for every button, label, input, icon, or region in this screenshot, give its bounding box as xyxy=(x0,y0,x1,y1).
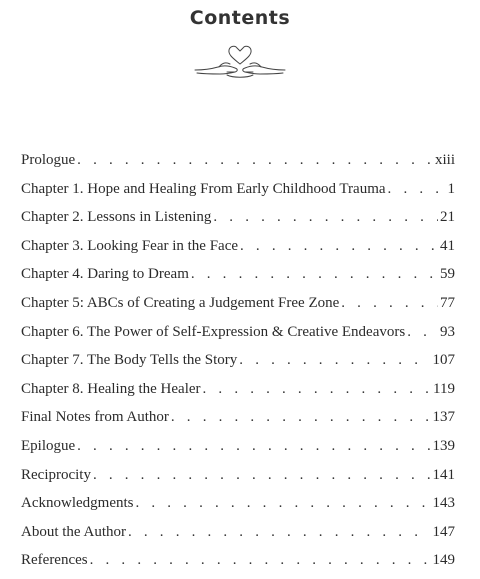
toc-entry-page: 147 xyxy=(432,523,455,540)
toc-entry[interactable] xyxy=(21,207,455,236)
table-of-contents xyxy=(21,150,455,579)
dot-leader xyxy=(203,379,432,399)
dot-leader xyxy=(341,293,438,313)
dot-leader xyxy=(213,207,438,227)
toc-entry[interactable] xyxy=(21,407,455,436)
toc-entry-title: Epilogue xyxy=(21,437,76,454)
toc-entry-title: Acknowledgments xyxy=(21,495,134,512)
toc-entry-title: Chapter 7. The Body Tells the Story xyxy=(21,352,238,369)
toc-entry[interactable] xyxy=(21,522,455,551)
toc-entry-page: 141 xyxy=(432,466,455,483)
dot-leader xyxy=(135,493,430,513)
toc-entry[interactable] xyxy=(21,236,455,265)
toc-entry-page: 139 xyxy=(432,437,455,454)
dot-leader xyxy=(77,436,430,456)
toc-entry-page: 21 xyxy=(440,209,455,226)
toc-entry-page: 41 xyxy=(440,237,455,254)
toc-entry-title: Chapter 4. Daring to Dream xyxy=(21,266,189,283)
dot-leader xyxy=(128,522,431,542)
dot-leader xyxy=(77,150,433,170)
dot-leader xyxy=(240,236,438,256)
toc-entry-title: About the Author xyxy=(21,523,126,540)
toc-entry-title: Chapter 6. The Power of Self-Expression & Creative Endeavors xyxy=(21,323,406,340)
toc-entry-page: xiii xyxy=(434,152,455,168)
toc-entry-page: 137 xyxy=(432,409,455,426)
toc-entry-title: Prologue xyxy=(21,152,76,168)
toc-entry[interactable] xyxy=(21,379,455,408)
page-title: Contents xyxy=(189,7,291,29)
dot-leader xyxy=(93,465,431,485)
toc-entry[interactable] xyxy=(21,150,455,179)
toc-entry[interactable] xyxy=(21,550,455,579)
toc-entry[interactable] xyxy=(21,264,455,293)
toc-entry-page: 1 xyxy=(447,180,455,197)
toc-entry[interactable] xyxy=(21,465,455,494)
dot-leader xyxy=(90,550,431,570)
toc-entry[interactable] xyxy=(21,350,455,379)
toc-entry-page: 107 xyxy=(432,352,455,369)
toc-entry-page: 59 xyxy=(440,266,455,283)
toc-entry-title: References xyxy=(21,552,88,569)
toc-entry[interactable] xyxy=(21,322,455,351)
toc-entry[interactable] xyxy=(21,493,455,522)
toc-entry-page: 93 xyxy=(440,323,455,340)
dot-leader xyxy=(191,264,438,284)
toc-entry[interactable] xyxy=(21,436,455,465)
toc-entry-title: Reciprocity xyxy=(21,466,91,483)
toc-entry-title: Chapter 3. Looking Fear in the Face xyxy=(21,237,239,254)
dot-leader xyxy=(407,322,438,342)
toc-entry-title: Chapter 1. Hope and Healing From Early Childhood Trauma xyxy=(21,180,386,197)
toc-entry-title: Final Notes from Author xyxy=(21,409,169,426)
toc-entry-page: 119 xyxy=(433,380,455,397)
toc-entry-title: Chapter 2. Lessons in Listening xyxy=(21,209,212,226)
toc-entry-page: 143 xyxy=(432,495,455,512)
dot-leader xyxy=(171,407,431,427)
heart-in-hands-icon xyxy=(193,40,287,84)
toc-entry[interactable] xyxy=(21,293,455,322)
toc-entry-title: Chapter 8. Healing the Healer xyxy=(21,380,201,397)
toc-entry-page: 149 xyxy=(432,552,455,569)
toc-entry-title: Chapter 5: ABCs of Creating a Judgement Free Zone xyxy=(21,294,340,311)
dot-leader xyxy=(239,350,430,370)
toc-entry[interactable] xyxy=(21,179,455,208)
dot-leader xyxy=(388,179,446,199)
toc-entry-page: 77 xyxy=(440,294,455,311)
